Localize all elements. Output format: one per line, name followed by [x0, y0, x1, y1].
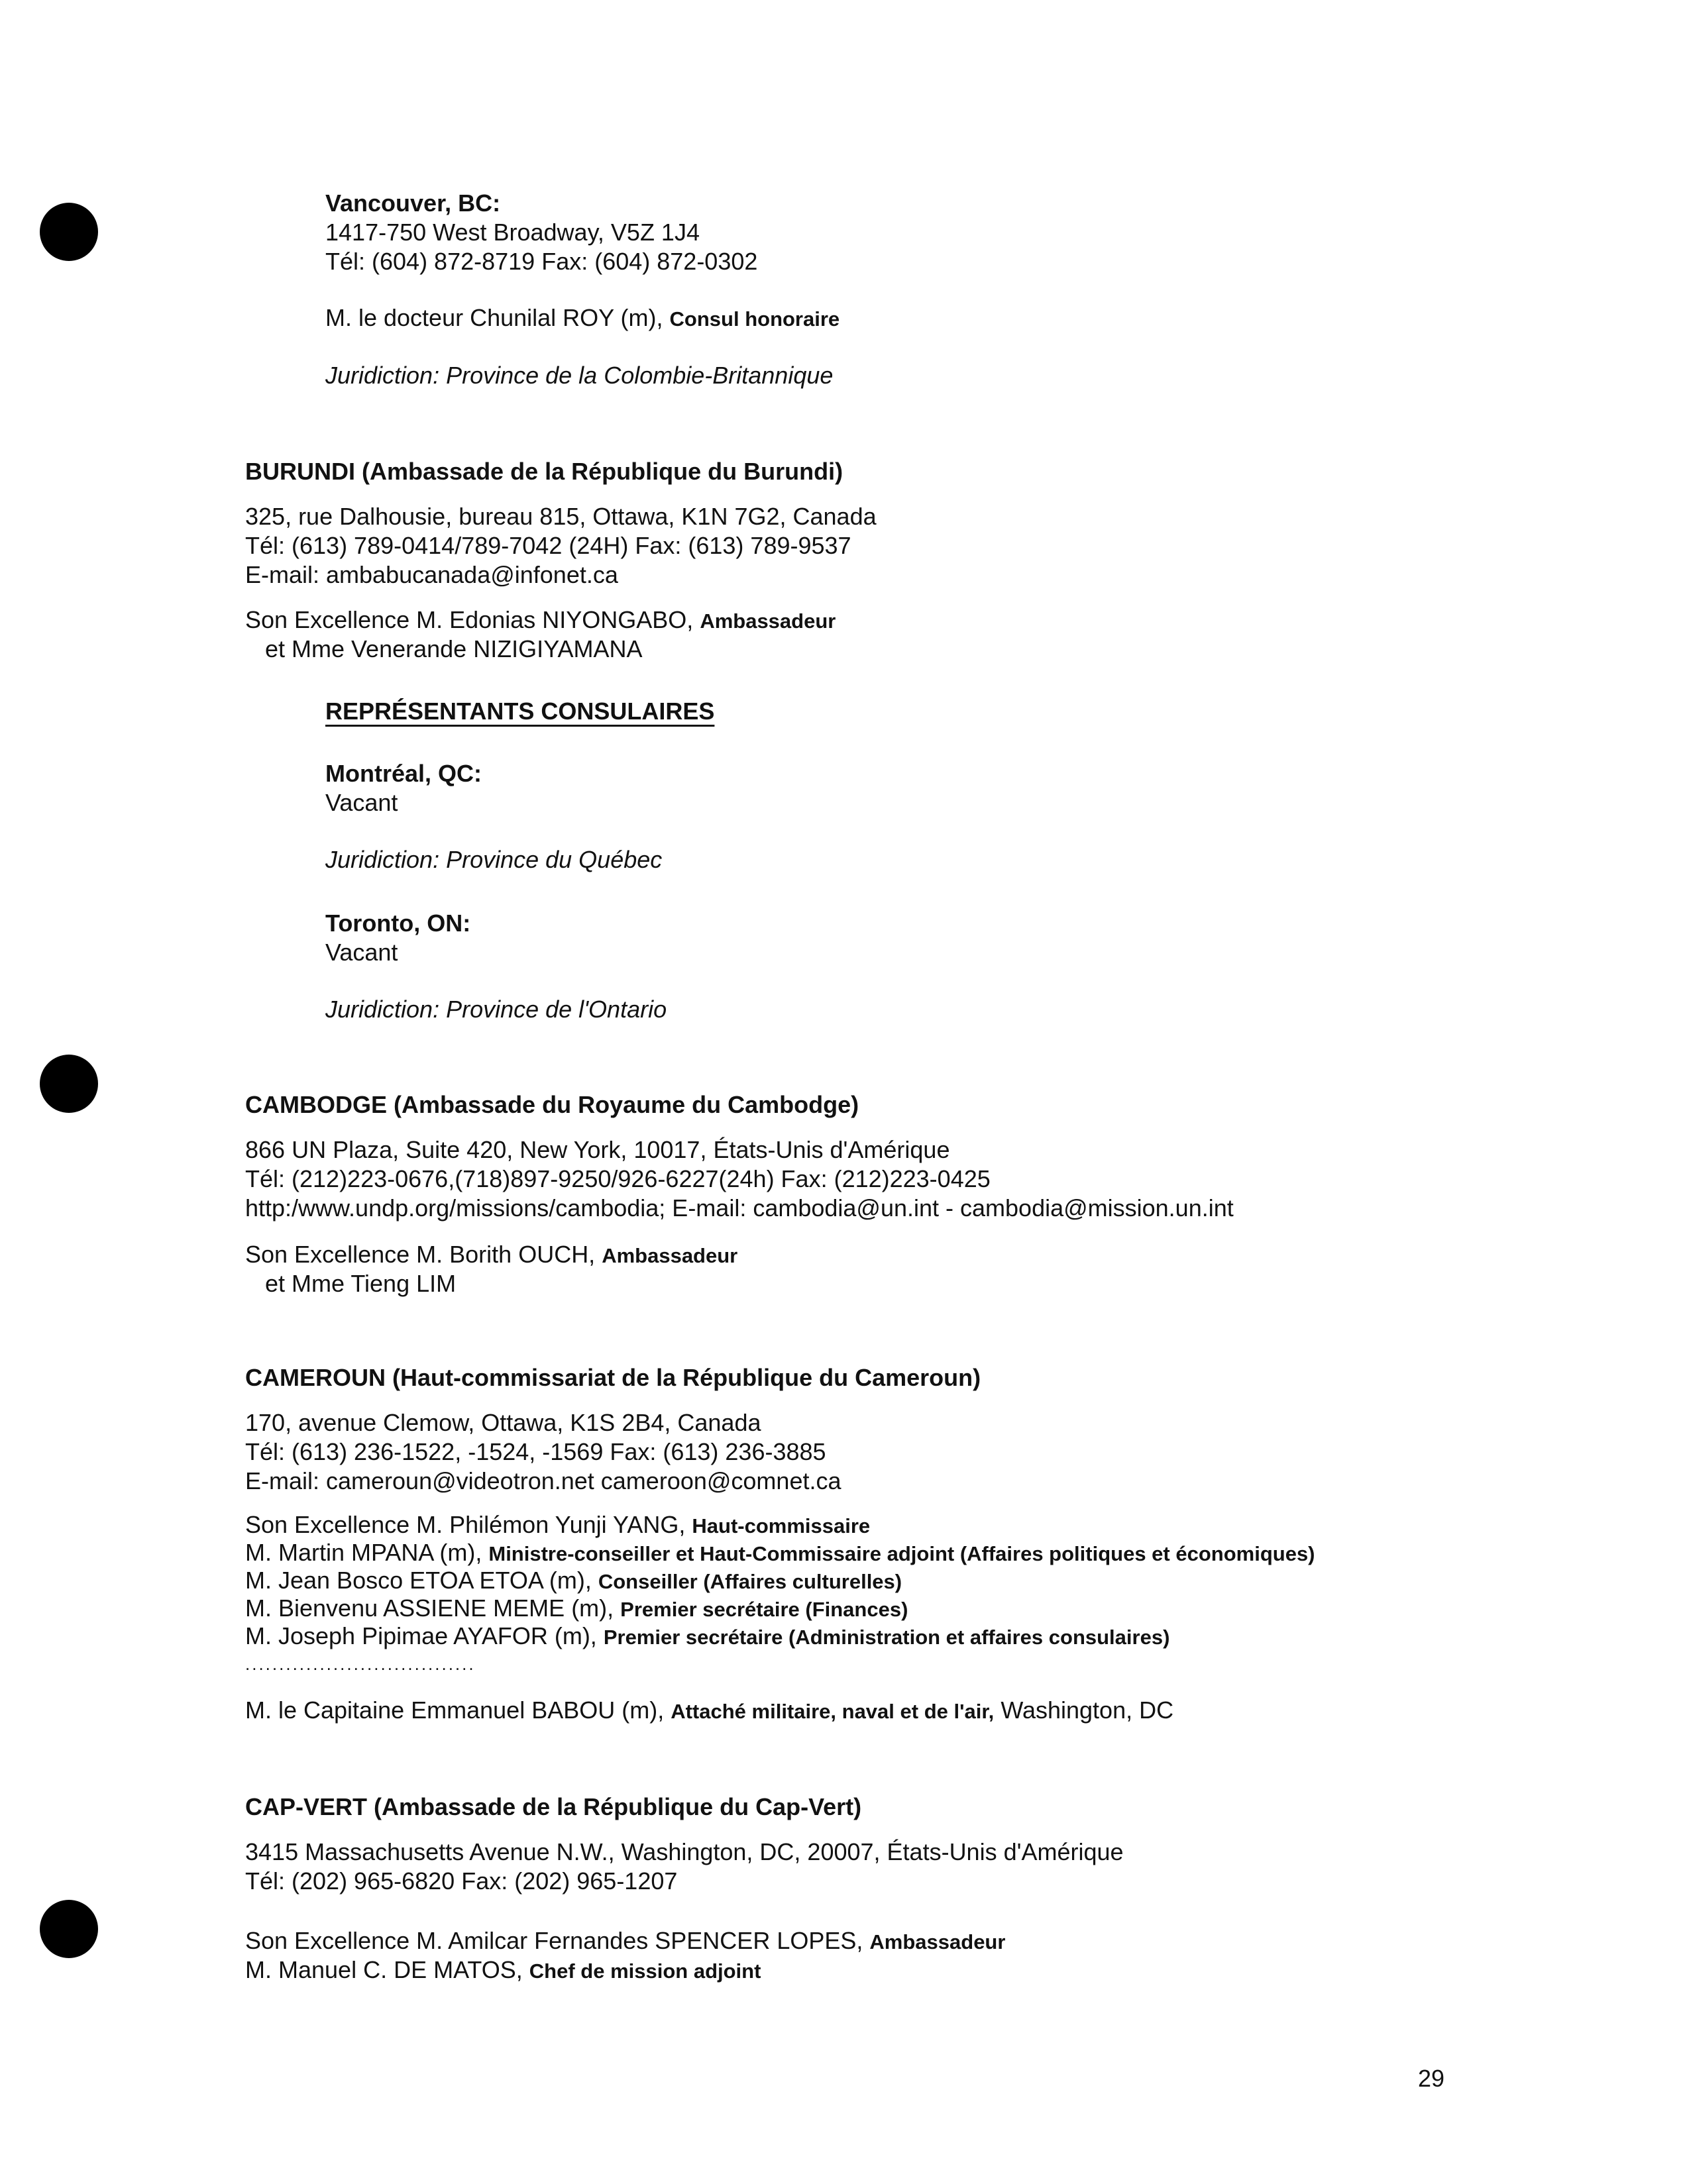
cameroun-staff-row: [245, 1594, 908, 1624]
cameroun-heading: CAMEROUN (Haut-commissariat de la République du Cameroun): [245, 1364, 981, 1391]
vancouver-phone: Tél: (604) 872-8719 Fax: (604) 872-0302: [325, 248, 758, 275]
cameroun-attache-location: Washington, DC: [1001, 1696, 1174, 1724]
staff-title: Ministre-conseiller et Haut-Commissaire adjoint (Affaires politiques et économiques): [488, 1542, 1315, 1565]
cameroun-attache-name: M. le Capitaine Emmanuel BABOU (m),: [245, 1696, 665, 1724]
burundi-montreal-jurisdiction: Juridiction: Province du Québec: [325, 846, 663, 873]
dotted-separator: ..................................: [245, 1654, 476, 1674]
capvert-deputy-name: M. Manuel C. DE MATOS,: [245, 1956, 523, 1983]
capvert-ambassador: [245, 1926, 1005, 1957]
capvert-address: 3415 Massachusetts Avenue N.W., Washington, DC, 20007, États-Unis d'Amérique: [245, 1838, 1124, 1865]
cambodge-spouse: et Mme Tieng LIM: [265, 1270, 457, 1297]
burundi-email: E-mail: ambabucanada@infonet.ca: [245, 561, 618, 588]
burundi-ambassador-title: Ambassadeur: [700, 609, 836, 633]
capvert-heading: CAP-VERT (Ambassade de la République du Cap-Vert): [245, 1793, 862, 1820]
vancouver-consul: [325, 303, 840, 334]
cambodge-address: 866 UN Plaza, Suite 420, New York, 10017, États-Unis d'Amérique: [245, 1136, 950, 1163]
burundi-montreal-status: Vacant: [325, 789, 398, 816]
cambodge-ambassador: [245, 1240, 737, 1271]
staff-name: M. Joseph Pipimae AYAFOR (m),: [245, 1622, 597, 1649]
cameroun-staff-row: [245, 1538, 1315, 1569]
burundi-toronto-city: Toronto, ON:: [325, 910, 471, 937]
burundi-spouse: et Mme Venerande NIZIGIYAMANA: [265, 635, 643, 662]
page-number: 29: [1418, 2065, 1445, 2092]
staff-name: Son Excellence M. Philémon Yunji YANG,: [245, 1511, 686, 1538]
cameroun-email: E-mail: cameroun@videotron.net cameroon@comnet.ca: [245, 1467, 841, 1494]
capvert-phone: Tél: (202) 965-6820 Fax: (202) 965-1207: [245, 1867, 678, 1895]
cambodge-heading: CAMBODGE (Ambassade du Royaume du Cambodge): [245, 1091, 859, 1118]
burundi-montreal-city: Montréal, QC:: [325, 760, 482, 787]
burundi-phone: Tél: (613) 789-0414/789-7042 (24H) Fax: (613) 789-9537: [245, 532, 851, 559]
burundi-address: 325, rue Dalhousie, bureau 815, Ottawa, K1N 7G2, Canada: [245, 503, 877, 530]
cameroun-staff-row: [245, 1566, 902, 1596]
vancouver-jurisdiction: Juridiction: Province de la Colombie-Britannique: [325, 362, 834, 389]
cameroun-address: 170, avenue Clemow, Ottawa, K1S 2B4, Canada: [245, 1409, 761, 1436]
vancouver-address: 1417-750 West Broadway, V5Z 1J4: [325, 219, 700, 246]
staff-title: Conseiller (Affaires culturelles): [598, 1570, 902, 1593]
cameroun-staff-row: [245, 1510, 870, 1541]
capvert-ambassador-name: Son Excellence M. Amilcar Fernandes SPENCER LOPES,: [245, 1927, 863, 1954]
staff-name: M. Jean Bosco ETOA ETOA (m),: [245, 1567, 592, 1594]
cambodge-ambassador-title: Ambassadeur: [602, 1244, 738, 1267]
capvert-ambassador-title: Ambassadeur: [869, 1930, 1006, 1953]
punch-hole-bottom: [40, 1900, 98, 1958]
punch-hole-top: [40, 203, 98, 261]
cambodge-web: http:/www.undp.org/missions/cambodia; E-mail: cambodia@un.int - cambodia@mission.un.int: [245, 1194, 1234, 1222]
cambodge-phone: Tél: (212)223-0676,(718)897-9250/926-6227(24h) Fax: (212)223-0425: [245, 1165, 991, 1192]
vancouver-city: Vancouver, BC:: [325, 189, 501, 217]
burundi-ambassador: [245, 605, 836, 636]
staff-title: Haut-commissaire: [692, 1514, 871, 1537]
staff-title: Premier secrétaire (Finances): [620, 1598, 908, 1621]
burundi-toronto-status: Vacant: [325, 939, 398, 966]
cameroun-phone: Tél: (613) 236-1522, -1524, -1569 Fax: (613) 236-3885: [245, 1438, 826, 1465]
burundi-heading: BURUNDI (Ambassade de la République du Burundi): [245, 458, 843, 485]
vancouver-consul-title: Consul honoraire: [669, 307, 840, 331]
burundi-consular-heading: REPRÉSENTANTS CONSULAIRES: [325, 698, 715, 725]
burundi-toronto-jurisdiction: Juridiction: Province de l'Ontario: [325, 996, 667, 1023]
cameroun-attache: [245, 1696, 1173, 1726]
punch-hole-middle: [40, 1055, 98, 1113]
cambodge-ambassador-name: Son Excellence M. Borith OUCH,: [245, 1241, 596, 1268]
capvert-deputy-title: Chef de mission adjoint: [529, 1959, 761, 1983]
burundi-ambassador-name: Son Excellence M. Edonias NIYONGABO,: [245, 606, 694, 633]
capvert-deputy: [245, 1955, 761, 1986]
staff-title: Premier secrétaire (Administration et affaires consulaires): [603, 1626, 1170, 1649]
vancouver-consul-name: M. le docteur Chunilal ROY (m),: [325, 304, 663, 331]
cameroun-staff-row: [245, 1622, 1169, 1652]
staff-name: M. Martin MPANA (m),: [245, 1539, 482, 1566]
cameroun-attache-title: Attaché militaire, naval et de l'air,: [671, 1700, 995, 1723]
staff-name: M. Bienvenu ASSIENE MEME (m),: [245, 1594, 614, 1622]
